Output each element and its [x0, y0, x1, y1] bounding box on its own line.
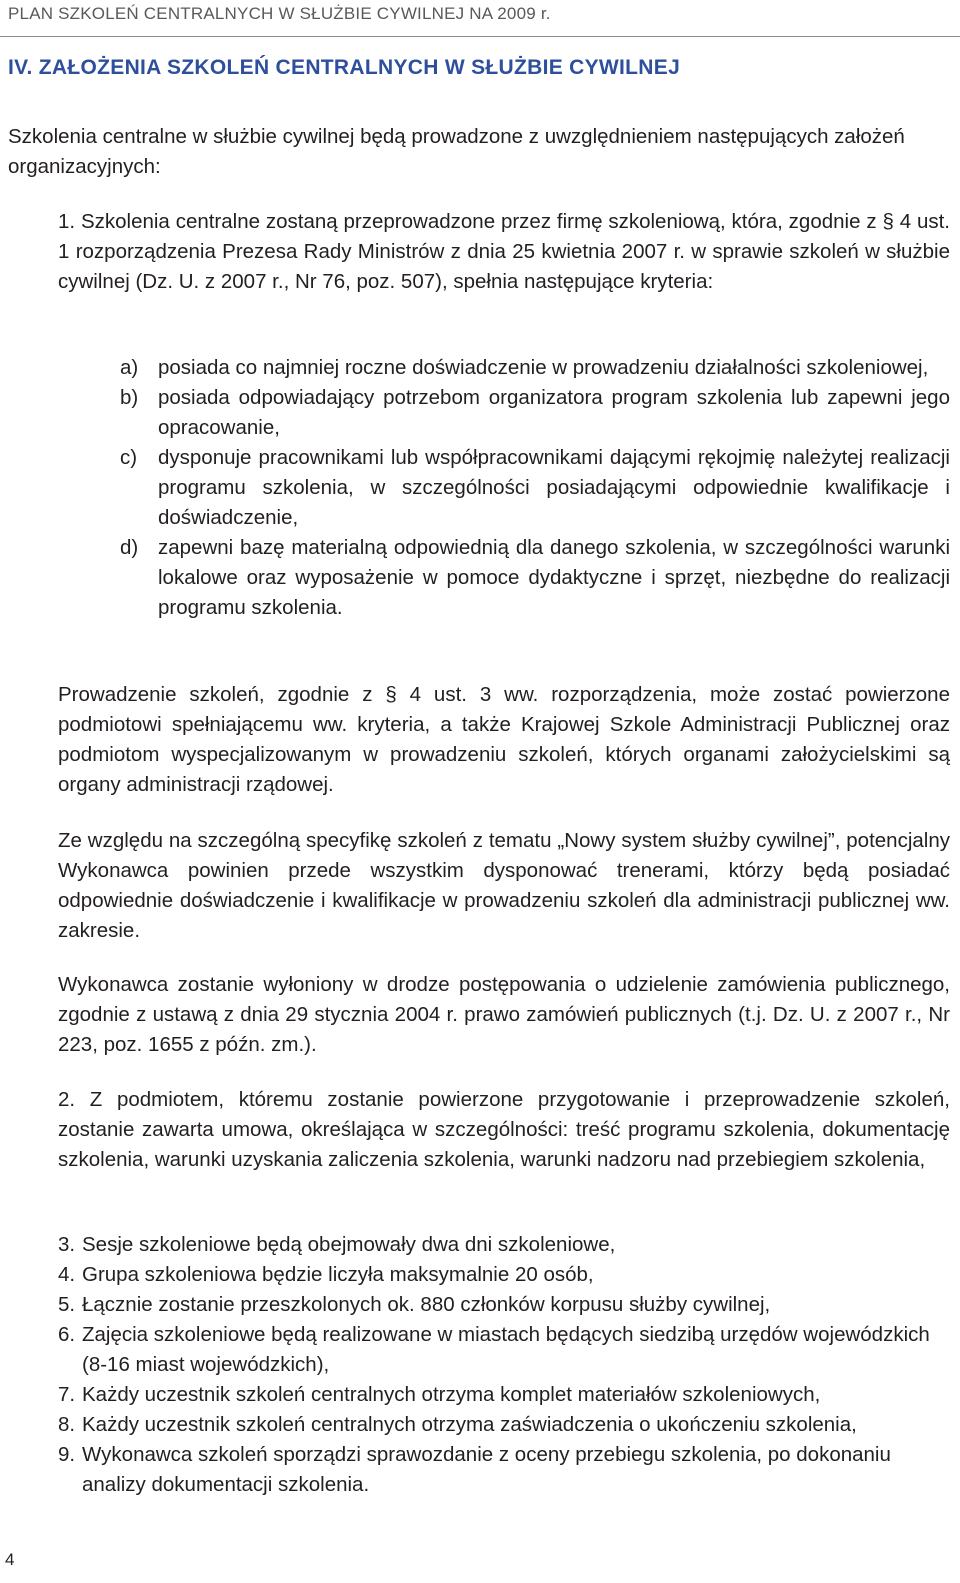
numbered-text: Każdy uczestnik szkoleń centralnych otrzyma komplet materiałów szkoleniowych,: [82, 1383, 821, 1406]
criteria-marker: b): [120, 386, 139, 409]
criteria-marker: c): [120, 446, 138, 469]
section-title: IV. ZAŁOŻENIA SZKOLEŃ CENTRALNYCH W SŁUŻBIE CYWILNEJ: [8, 56, 681, 79]
numbered-marker: 6.: [58, 1323, 76, 1346]
page-number: 4: [5, 1550, 15, 1569]
criteria-text: posiada odpowiadający potrzebom organizatora program szkolenia lub zapewni jego opracowanie,: [158, 386, 950, 439]
numbered-item: [58, 1440, 950, 1500]
numbered-text: Wykonawca szkoleń sporządzi sprawozdanie z oceny przebiegu szkolenia, po dokonaniu analizy dokumentacji szkolenia.: [82, 1443, 891, 1496]
numbered-marker: 7.: [58, 1383, 76, 1406]
criteria-marker: d): [120, 536, 139, 559]
numbered-item: [58, 1320, 950, 1380]
paragraph-delegation: Prowadzenie szkoleń, zgodnie z § 4 ust. 3 ww. rozporządzenia, może zostać powierzone podmiotowi spełniającemu ww. kryteria, a także Krajowej Szkole Administracji Publicznej oraz podmiotom wyspecjalizowanym w prowadzeniu szkoleń, których organami założycielskimi są organy administracji rządowej.: [58, 683, 950, 796]
criteria-item: [120, 353, 950, 383]
criteria-text: zapewni bazę materialną odpowiednią dla danego szkolenia, w szczególności warunki lokalowe oraz wyposażenie w pomoce dydaktyczne i sprzęt, niezbędne do realizacji programu szkolenia.: [158, 536, 950, 619]
paragraph-trainers: Ze względu na szczególną specyfikę szkoleń z tematu „Nowy system służby cywilnej”, potencjalny Wykonawca powinien przede wszystkim dysponować trenerami, którzy będą posiadać odpowiednie doświadczenie i kwalifikacje w prowadzeniu szkoleń dla administracji publicznej ww. zakresie.: [58, 829, 950, 942]
item-1-paragraph: 1. Szkolenia centralne zostaną przeprowadzone przez firmę szkoleniową, która, zgodnie z § 4 ust. 1 rozporządzenia Prezesa Rady Ministrów z dnia 25 kwietnia 2007 r. w sprawie szkoleń w służbie cywilnej (Dz. U. z 2007 r., Nr 76, poz. 507), spełnia następujące kryteria:: [58, 210, 950, 293]
numbered-text: Każdy uczestnik szkoleń centralnych otrzyma zaświadczenia o ukończeniu szkolenia,: [82, 1413, 857, 1436]
criteria-item: [120, 533, 950, 623]
numbered-item: [58, 1410, 950, 1440]
numbered-list: [58, 1230, 950, 1500]
criteria-marker: a): [120, 356, 139, 379]
criteria-item: [120, 443, 950, 533]
numbered-marker: 3.: [58, 1233, 76, 1256]
paragraph-procurement: Wykonawca zostanie wyłoniony w drodze postępowania o udzielenie zamówienia publicznego, zgodnie z ustawą z dnia 29 stycznia 2004 r. prawo zamówień publicznych (t.j. Dz. U. z 2007 r., Nr 223, poz. 1655 z późn. zm.).: [58, 973, 950, 1056]
criteria-item: [120, 383, 950, 443]
numbered-marker: 5.: [58, 1293, 76, 1316]
intro-paragraph: Szkolenia centralne w służbie cywilnej będą prowadzone z uwzględnieniem następujących założeń organizacyjnych:: [8, 125, 905, 178]
item-2-paragraph: 2. Z podmiotem, któremu zostanie powierzone przygotowanie i przeprowadzenie szkoleń, zostanie zawarta umowa, określająca w szczególności: treść programu szkolenia, dokumentację szkolenia, warunki uzyskania zaliczenia szkolenia, warunki nadzoru nad przebiegiem szkolenia,: [58, 1088, 950, 1171]
criteria-text: dysponuje pracownikami lub współpracownikami dającymi rękojmię należytej realizacji programu szkolenia, w szczególności posiadającymi odpowiednie kwalifikacje i doświadczenie,: [158, 446, 950, 529]
header-rule: [0, 36, 960, 37]
numbered-item: [58, 1290, 950, 1320]
numbered-text: Grupa szkoleniowa będzie liczyła maksymalnie 20 osób,: [82, 1263, 594, 1286]
criteria-list: [120, 353, 950, 623]
numbered-text: Sesje szkoleniowe będą obejmowały dwa dni szkoleniowe,: [82, 1233, 616, 1256]
numbered-text: Zajęcia szkoleniowe będą realizowane w miastach będących siedzibą urzędów wojewódzkich (8-16 miast wojewódzkich),: [82, 1323, 930, 1376]
numbered-item: [58, 1260, 950, 1290]
criteria-text: posiada co najmniej roczne doświadczenie w prowadzeniu działalności szkoleniowej,: [158, 356, 929, 379]
numbered-marker: 9.: [58, 1443, 76, 1466]
numbered-marker: 8.: [58, 1413, 76, 1436]
numbered-text: Łącznie zostanie przeszkolonych ok. 880 członków korpusu służby cywilnej,: [82, 1293, 771, 1316]
running-head: PLAN SZKOLEŃ CENTRALNYCH W SŁUŻBIE CYWILNEJ NA 2009 r.: [8, 4, 551, 23]
numbered-item: [58, 1230, 950, 1260]
numbered-item: [58, 1380, 950, 1410]
numbered-marker: 4.: [58, 1263, 76, 1286]
